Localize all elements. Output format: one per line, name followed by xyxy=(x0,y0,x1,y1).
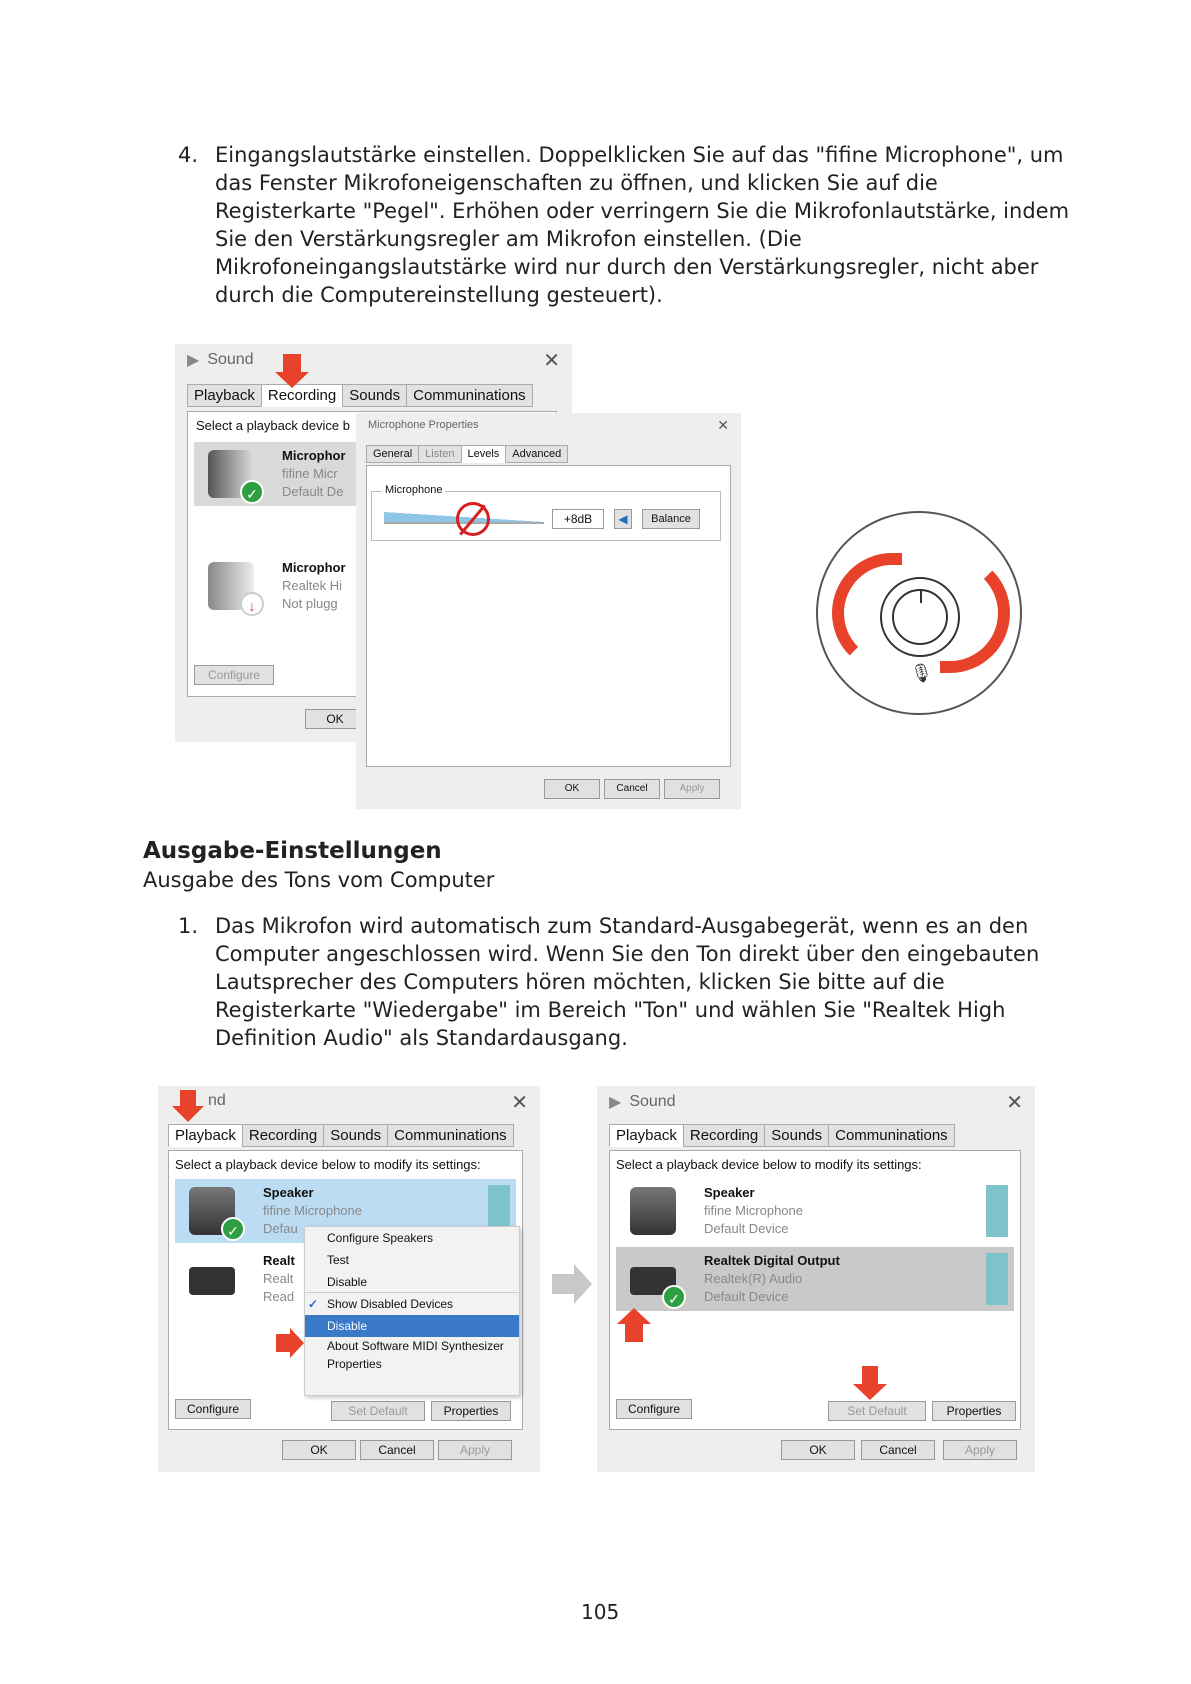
tab-levels[interactable]: Levels xyxy=(461,445,507,463)
prompt: Select a playback device below to modify its settings: xyxy=(175,1157,481,1172)
prompt: Select a playback device below to modify its settings: xyxy=(616,1157,922,1172)
set-default-button[interactable]: Set Default xyxy=(331,1401,425,1421)
tab-communications[interactable]: Communinations xyxy=(387,1124,514,1147)
tab-recording[interactable]: Recording xyxy=(683,1124,765,1147)
window-title: Microphone Properties xyxy=(368,419,479,431)
microphone-group xyxy=(371,484,721,541)
step-text: Eingangslautstärke einstellen. Doppelklicken Sie auf das "fifine Microphone", um das Fenster Mikrofoneigenschaften zu öffnen, und klicken Sie auf die Registerkarte "Pegel". Erhöhen oder verringern Sie die Mikrofonlautstärke, indem Sie den Verstärkungsregler am Mikrofon einstellen. (Die Mikrofoneingangslautstärke wird nur durch den Verstärkungsregler, nicht aber durch die Computereinstellung gesteuert). xyxy=(215,143,1070,307)
tab-sounds[interactable]: Sounds xyxy=(764,1124,829,1147)
device-name: Microphor xyxy=(282,560,346,575)
sound-window-left xyxy=(158,1086,540,1472)
check-icon: ✓ xyxy=(662,1285,686,1309)
configure-button[interactable]: Configure xyxy=(175,1399,251,1419)
close-icon[interactable]: ✕ xyxy=(717,417,729,433)
level-value[interactable]: +8dB xyxy=(552,509,604,529)
tab-sounds[interactable]: Sounds xyxy=(342,384,407,407)
microphone-properties-window xyxy=(356,413,741,809)
window-title: nd xyxy=(208,1092,226,1109)
section-heading: Ausgabe-Einstellungen xyxy=(143,838,442,864)
red-arrow-head xyxy=(290,1328,304,1358)
step-4 xyxy=(178,141,1078,309)
menu-item-show-disabled[interactable] xyxy=(305,1293,519,1315)
device-desc: Realt xyxy=(263,1271,294,1286)
menu-item-test[interactable]: Test xyxy=(327,1253,350,1267)
properties-button[interactable]: Properties xyxy=(932,1401,1016,1421)
apply-button[interactable]: Apply xyxy=(664,779,720,799)
tab-recording[interactable]: Recording xyxy=(261,384,343,407)
tab-advanced[interactable]: Advanced xyxy=(505,445,568,463)
balance-button[interactable]: Balance xyxy=(642,509,700,529)
speaker-icon: ▶ xyxy=(609,1094,622,1111)
menu-item-configure-speakers[interactable]: Configure Speakers xyxy=(327,1231,434,1245)
apply-button[interactable]: Apply xyxy=(438,1440,512,1460)
group-label: Microphone xyxy=(382,484,445,496)
next-arrow-head xyxy=(574,1264,592,1304)
device-status: Read xyxy=(263,1289,295,1304)
next-arrow-icon xyxy=(552,1274,574,1294)
device-name: Realtek Digital Output xyxy=(704,1253,840,1268)
checkmark-icon: ✓ xyxy=(308,1297,319,1311)
tab-communications[interactable]: Communinations xyxy=(828,1124,955,1147)
device-status: Not plugg xyxy=(282,596,338,611)
device-name: Speaker xyxy=(704,1185,755,1200)
context-menu xyxy=(304,1226,520,1396)
rotate-right-arrow-icon xyxy=(940,553,1010,673)
device-status: Default De xyxy=(282,484,344,499)
red-arrow-down-icon xyxy=(862,1366,878,1384)
ok-button[interactable]: OK xyxy=(544,779,600,799)
tab-communications[interactable]: Communinations xyxy=(406,384,533,407)
device-desc: Realtek(R) Audio xyxy=(704,1271,803,1286)
gain-knob-illustration xyxy=(816,511,1022,715)
speaker-icon xyxy=(630,1187,676,1235)
menu-item-disable[interactable]: Disable xyxy=(305,1271,519,1293)
step-1 xyxy=(178,912,1078,1052)
window-title: Sound xyxy=(629,1093,676,1110)
menu-item-disable-highlighted[interactable]: Disable xyxy=(305,1315,519,1337)
audio-device-icon xyxy=(189,1267,235,1295)
tab-playback[interactable]: Playback xyxy=(609,1124,684,1147)
close-icon[interactable]: ✕ xyxy=(543,350,560,372)
configure-button[interactable]: Configure xyxy=(194,665,274,685)
tab-playback[interactable]: Playback xyxy=(187,384,262,407)
level-meter xyxy=(986,1185,1008,1237)
device-status: Default Device xyxy=(704,1289,789,1304)
apply-button[interactable]: Apply xyxy=(943,1440,1017,1460)
step-number: 1. xyxy=(178,914,199,938)
tab-playback[interactable]: Playback xyxy=(168,1124,243,1147)
red-arrow-icon xyxy=(180,1090,196,1106)
device-status: Default Device xyxy=(704,1221,789,1236)
cancel-button[interactable]: Cancel xyxy=(861,1440,935,1460)
configure-button[interactable]: Configure xyxy=(616,1399,692,1419)
step-text: Das Mikrofon wird automatisch zum Standard-Ausgabegerät, wenn es an den Computer angeschlossen wird. Wenn Sie den Ton direkt über den eingebauten Lautsprecher des Computers hören möchten, klicken Sie bitte auf die Registerkarte "Wiedergabe" im Bereich "Ton" und wählen Sie "Realtek High Definition Audio" als Standardausgang. xyxy=(215,914,1040,1050)
device-desc: Realtek Hi xyxy=(282,578,342,593)
tab-recording[interactable]: Recording xyxy=(242,1124,324,1147)
close-icon[interactable]: ✕ xyxy=(511,1092,528,1114)
red-arrow-right-icon xyxy=(276,1334,290,1352)
properties-button[interactable]: Properties xyxy=(431,1401,511,1421)
ok-button[interactable]: OK xyxy=(781,1440,855,1460)
red-arrow-head xyxy=(617,1308,651,1324)
section-subheading: Ausgabe des Tons vom Computer xyxy=(143,868,495,892)
tab-listen[interactable]: Listen xyxy=(418,445,461,463)
speaker-icon[interactable]: ◀ xyxy=(614,509,632,529)
tab-general[interactable]: General xyxy=(366,445,419,463)
red-arrow-head xyxy=(275,372,309,388)
speaker-icon: ▶ xyxy=(187,352,200,369)
red-arrow-icon xyxy=(283,354,301,372)
cancel-button[interactable]: Cancel xyxy=(360,1440,434,1460)
red-arrow-head xyxy=(172,1106,204,1122)
device-desc: fifine Microphone xyxy=(263,1203,362,1218)
device-name: Realt xyxy=(263,1253,295,1268)
menu-label: Show Disabled Devices xyxy=(327,1297,454,1311)
set-default-button[interactable]: Set Default xyxy=(828,1401,926,1421)
page-number: 105 xyxy=(581,1600,620,1624)
menu-item-about[interactable]: About Software MIDI Synthesizer xyxy=(327,1339,504,1353)
ok-button[interactable]: OK xyxy=(282,1440,356,1460)
ok-button[interactable]: OK xyxy=(305,709,365,729)
device-desc: fifine Microphone xyxy=(704,1203,803,1218)
red-arrow-up-icon xyxy=(625,1324,643,1342)
sound-window-right xyxy=(597,1086,1035,1472)
level-meter xyxy=(986,1253,1008,1305)
prohibited-icon xyxy=(456,502,490,536)
device-item-selected[interactable] xyxy=(616,1247,1014,1311)
check-icon: ✓ xyxy=(240,480,264,504)
microphone-icon: 🎙 xyxy=(910,663,933,684)
close-icon[interactable]: ✕ xyxy=(1006,1092,1023,1114)
rotate-left-arrow-icon xyxy=(832,553,902,673)
red-arrow-head xyxy=(853,1384,887,1400)
prompt: Select a playback device b xyxy=(196,418,350,433)
cancel-button[interactable]: Cancel xyxy=(604,779,660,799)
device-desc: fifine Micr xyxy=(282,466,338,481)
device-name: Microphor xyxy=(282,448,346,463)
device-name: Speaker xyxy=(263,1185,314,1200)
menu-item-properties[interactable]: Properties xyxy=(327,1357,382,1371)
device-status: Defau xyxy=(263,1221,298,1236)
window-title: Sound xyxy=(207,351,254,368)
unplugged-icon: ↓ xyxy=(240,592,264,616)
device-item[interactable] xyxy=(616,1179,1014,1243)
tab-sounds[interactable]: Sounds xyxy=(323,1124,388,1147)
step-number: 4. xyxy=(178,143,199,167)
check-icon: ✓ xyxy=(221,1217,245,1241)
